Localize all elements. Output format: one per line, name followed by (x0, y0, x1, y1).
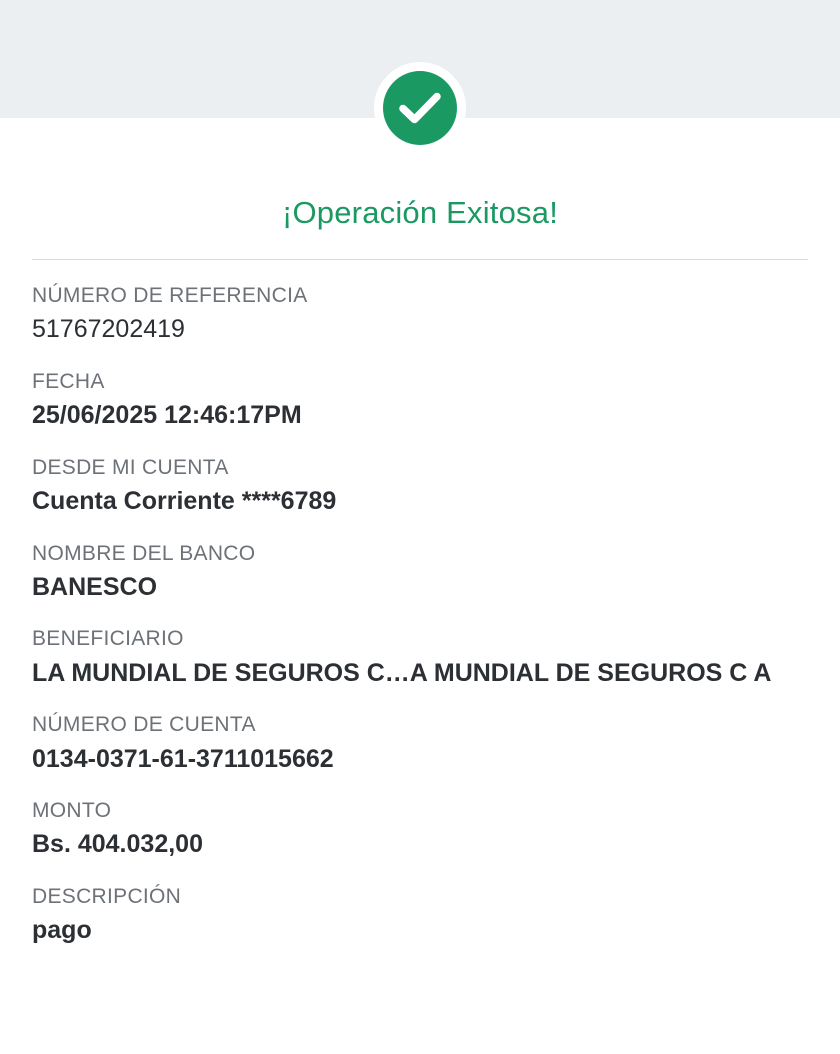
field-value: 0134-0371-61-3711015662 (32, 744, 334, 773)
field-value: BANESCO (32, 572, 158, 601)
list-item (32, 625, 808, 689)
success-badge (0, 62, 840, 154)
list-item (32, 368, 808, 432)
list-item (32, 797, 808, 861)
field-label: FECHA (32, 369, 105, 393)
field-value: Cuenta Corriente ****6789 (32, 487, 337, 516)
field-label: DESCRIPCIÓN (32, 884, 182, 908)
field-value: 51767202419 (32, 315, 185, 344)
badge-ring (374, 62, 466, 154)
list-item (32, 540, 808, 604)
field-label: MONTO (32, 799, 112, 823)
list-item (32, 454, 808, 518)
field-value: LA MUNDIAL DE SEGUROS C…A MUNDIAL DE SEGUROS C A (32, 658, 772, 687)
list-item (32, 711, 808, 775)
receipt-content (0, 118, 840, 969)
field-label: BENEFICIARIO (32, 627, 184, 651)
field-label: NOMBRE DEL BANCO (32, 541, 256, 565)
list-item (32, 282, 808, 346)
field-value: pago (32, 916, 92, 945)
page-title: ¡Operación Exitosa! (281, 195, 559, 230)
list-item (32, 883, 808, 947)
receipt-field-list (32, 260, 808, 947)
check-circle-icon (383, 71, 457, 145)
field-value: Bs. 404.032,00 (32, 830, 203, 859)
field-label: NÚMERO DE CUENTA (32, 713, 256, 737)
field-label: DESDE MI CUENTA (32, 455, 229, 479)
field-value: 25/06/2025 12:46:17PM (32, 401, 302, 430)
field-label: NÚMERO DE REFERENCIA (32, 284, 308, 307)
